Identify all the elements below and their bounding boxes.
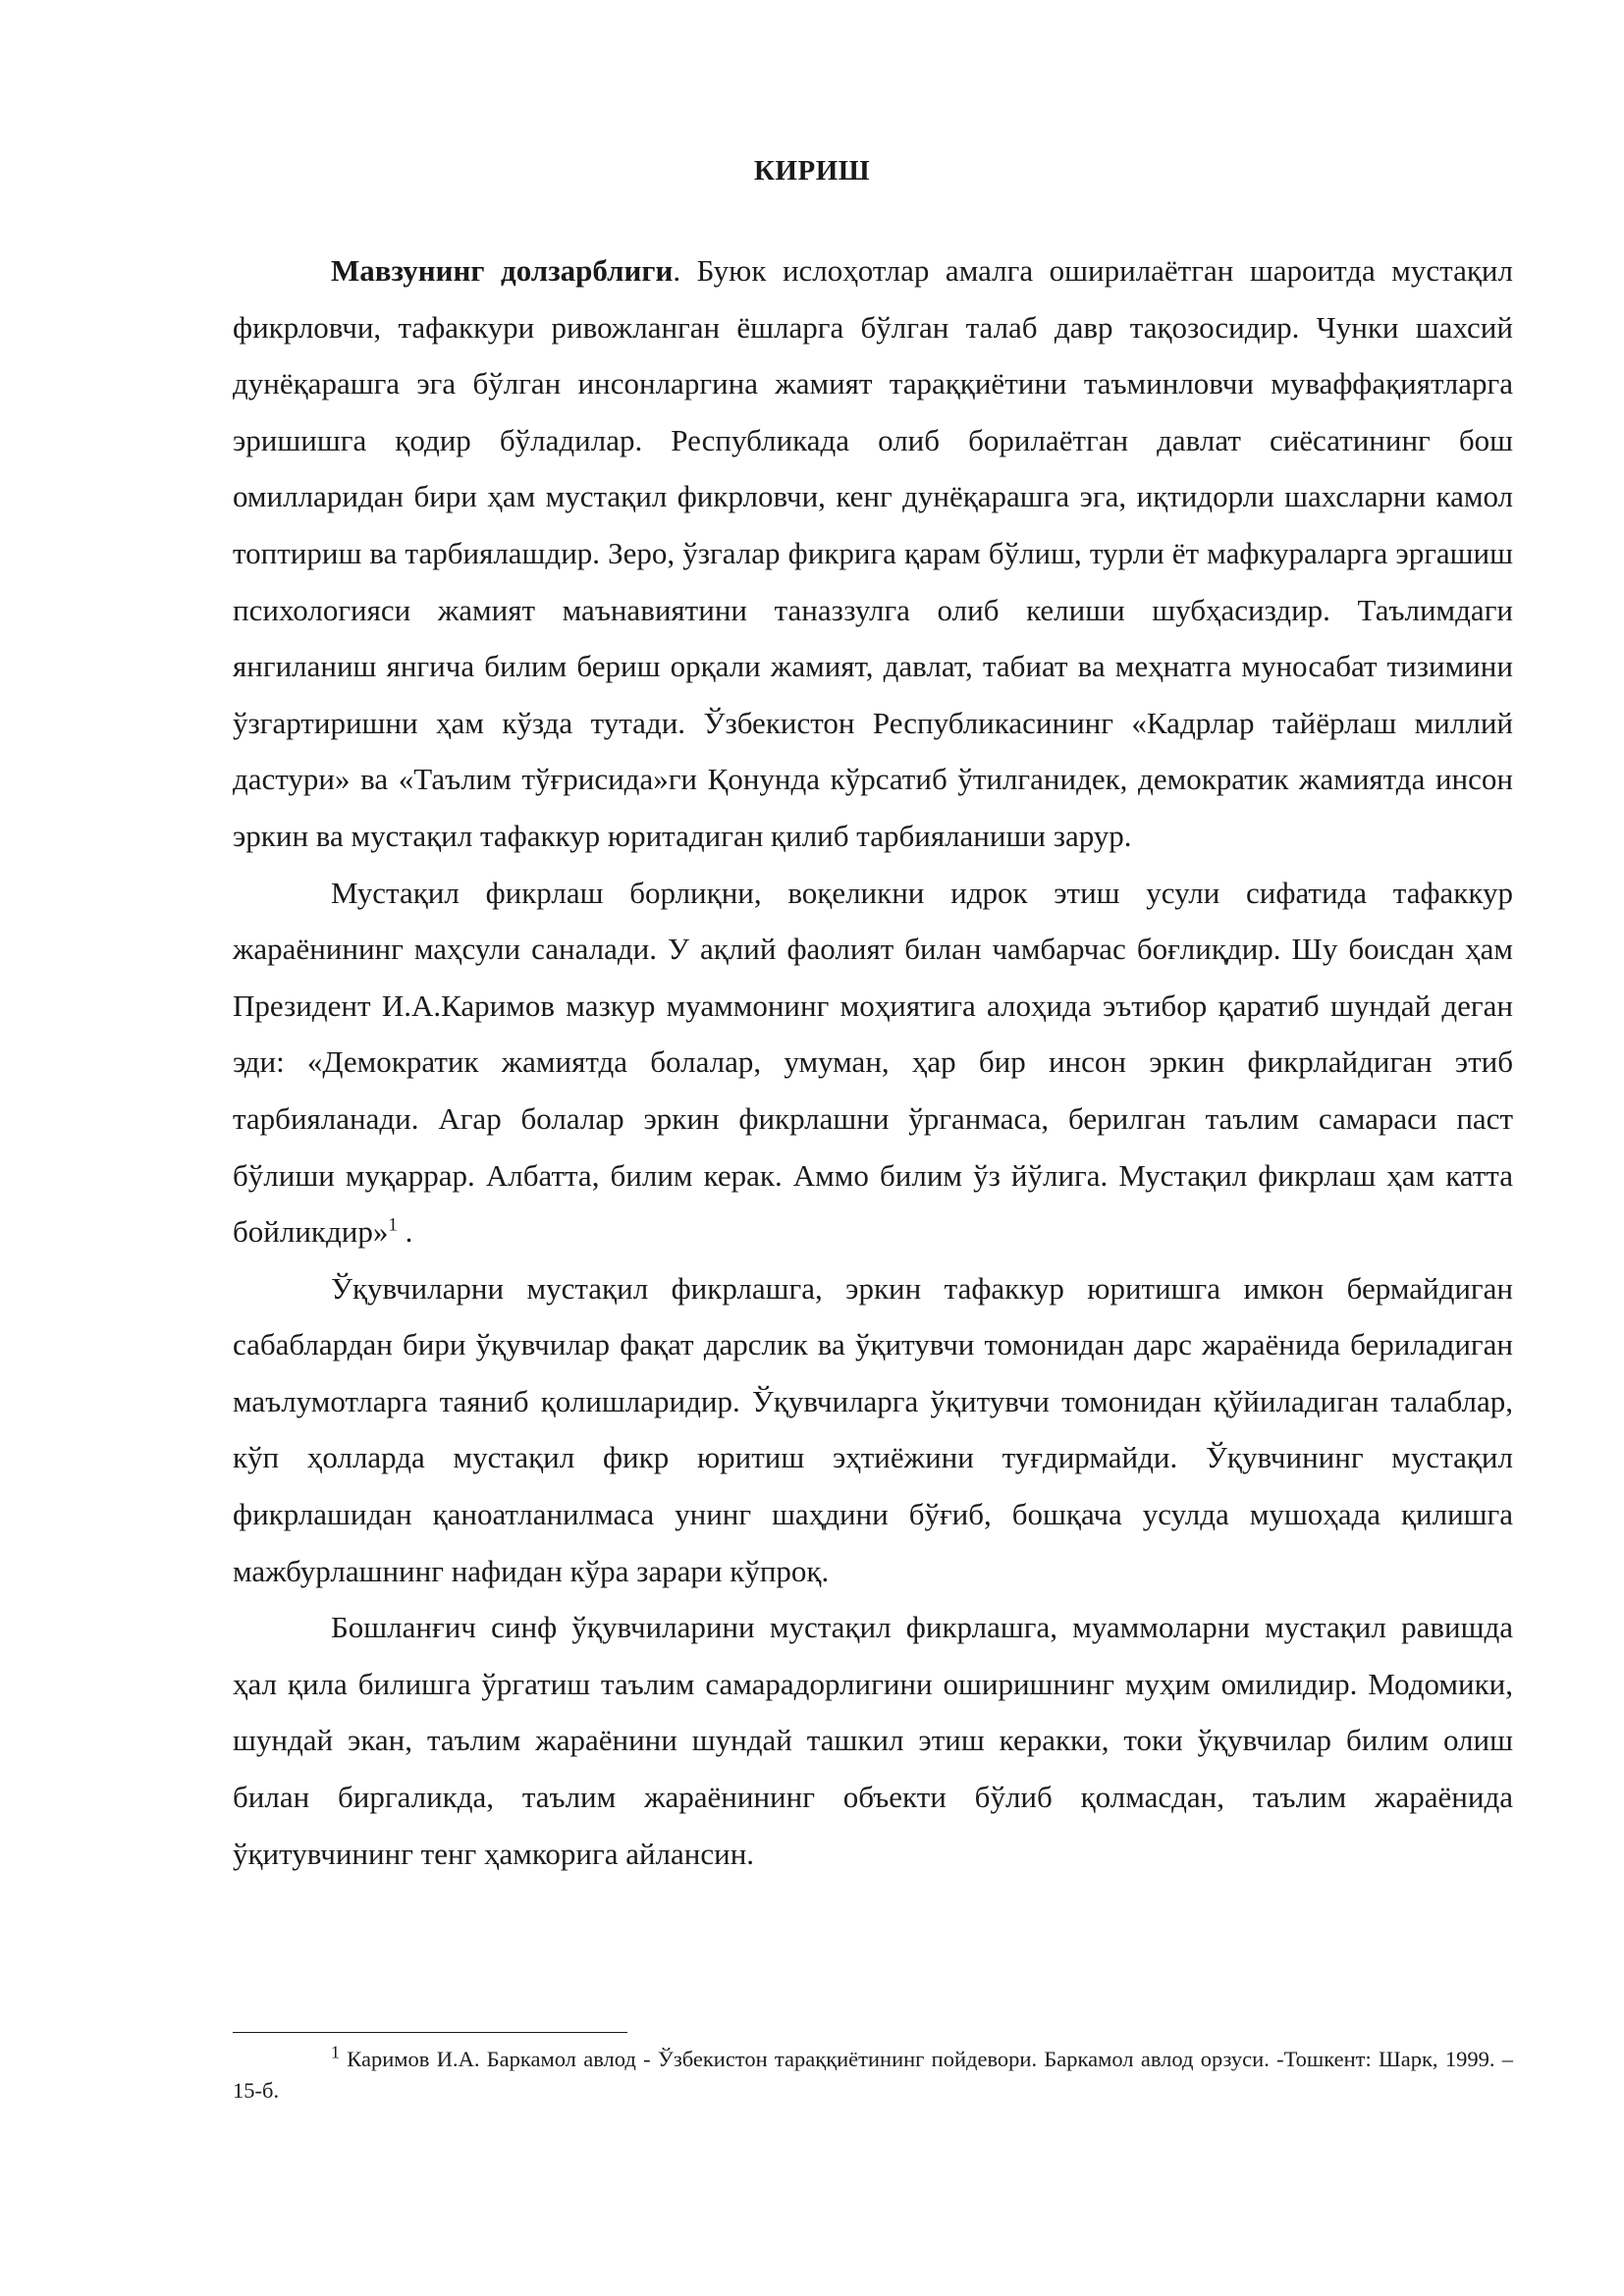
footnote-text: Каримов И.А. Баркамол авлод - Ўзбекистон тараққиётининг пойдевори. Баркамол авлод орзуси. -Тошкент: Шарк, 1999. – 15-б.	[233, 2047, 1513, 2103]
paragraph-primary-school	[233, 1599, 1513, 1882]
paragraph-relevance	[233, 242, 1513, 865]
paragraph-independent-thinking	[233, 865, 1513, 1260]
body-text	[233, 242, 1513, 1882]
paragraph-students	[233, 1260, 1513, 1600]
paragraph-text: Ўқувчиларни мустақил фикрлашга, эркин тафаккур юритишга имкон бермайдиган сабаблардан бири ўқувчилар фақат дарслик ва ўқитувчи томонидан дарс жараёнида бериладиган маълумотларга таяниб қолишларидир. Ўқувчиларга ўқитувчи томонидан қўйиладиган талаблар, кўп ҳолларда мустақил фикр юритиш эҳтиёжини туғдирмайди. Ўқувчининг мустақил фикрлашидан қаноатланилмаса унинг шаҳдини бўғиб, бошқача усулда мушоҳада қилишга мажбурлашнинг нафидан кўра зарари кўпроқ.	[233, 1270, 1513, 1588]
footnote-separator	[233, 2032, 627, 2033]
footnote-number: 1	[331, 2042, 340, 2062]
page-title: КИРИШ	[753, 155, 871, 187]
paragraph-tail: .	[397, 1214, 413, 1250]
footnote	[233, 2044, 1513, 2107]
paragraph-text: Мустақил фикрлаш борлиқни, воқеликни идрок этиш усули сифатида тафаккур жараёнининг маҳсули саналади. У ақлий фаолият билан чамбарчас боғлиқдир. Шу боисдан ҳам Президент И.А.Каримов мазкур муаммонинг моҳиятига алоҳида эътибор қаратиб шундай деган эди: «Демократик жамиятда болалар, умуман, ҳар бир инсон эркин фикрлайдиган этиб тарбияланади. Агар болалар эркин фикрлашни ўрганмаса, берилган таълим самараси паст бўлиши муқаррар. Албатта, билим керак. Аммо билим ўз йўлига. Мустақил фикрлаш ҳам катта бойликдир»	[233, 875, 1513, 1250]
paragraph-text: Бошланғич синф ўқувчиларини мустақил фикрлашга, муаммоларни мустақил равишда ҳал қила билишга ўргатиш таълим самарадорлигини оширишнинг муҳим омилидир. Модомики, шундай экан, таълим жараёнини шундай ташкил этиш керакки, токи ўқувчилар билим олиш билан биргаликда, таълим жараёнининг объекти бўлиб қолмасдан, таълим жараёнида ўқитувчининг тенг ҳамкорига айлансин.	[233, 1610, 1513, 1871]
footnote-reference[interactable]: 1	[388, 1214, 398, 1236]
paragraph-text: . Буюк ислоҳотлар амалга оширилаётган шароитда мустақил фикрловчи, тафаккури ривожланган ёшларга бўлган талаб давр тақозосидир. Чунки шахсий дунёқарашга эга бўлган инсонларгина жамият тараққиётини таъминловчи муваффақиятларга эришишга қодир бўладилар. Республикада олиб борилаётган давлат сиёсатининг бош омилларидан бири ҳам мустақил фикрловчи, кенг дунёқарашга эга, иқтидорли шахсларни камол топтириш ва тарбиялашдир. Зеро, ўзгалар фикрига қарам бўлиш, турли ёт мафкураларга эргашиш психологияси жамият маънавиятини таназзулга олиб келиши шубҳасиздир. Таълимдаги янгиланиш янгича билим бериш орқали жамият, давлат, табиат ва меҳнатга муносабат тизимини ўзгартиришни ҳам кўзда тутади. Ўзбекистон Республикасининг «Кадрлар тайёрлаш миллий дастури» ва «Таълим тўғрисида»ги Қонунда кўрсатиб ўтилганидек, демократик жамиятда инсон эркин ва мустақил тафаккур юритадиган қилиб тарбияланиши зарур.	[233, 253, 1513, 853]
paragraph-lead-heading: Мавзунинг долзарблиги	[331, 253, 674, 288]
